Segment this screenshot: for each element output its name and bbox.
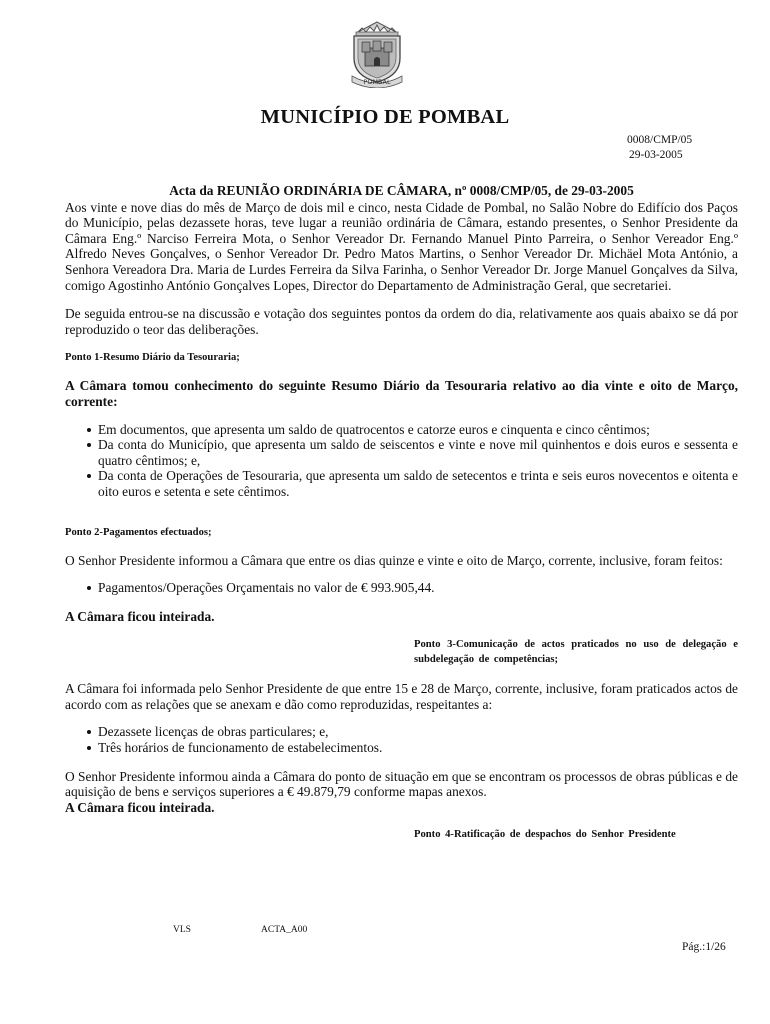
page-number: Pág.:1/26 — [682, 941, 726, 953]
footer-initials: VLS — [173, 925, 191, 935]
ponto-2-conclusion: A Câmara ficou inteirada. — [65, 608, 215, 624]
list-item: Pagamentos/Operações Orçamentais no valor de € 993.905,44. — [98, 580, 738, 596]
ponto-3-statement: A Câmara foi informada pelo Senhor Presidente de que entre 15 e 28 de Março, corrente, inclusive, foram praticados actos de acordo com as relações que se anexam e dão como reproduzidas, respeitantes a: — [65, 681, 738, 712]
crest-text: POMBAL — [363, 78, 391, 86]
footer-doc-code: ACTA_A00 — [261, 925, 308, 935]
ponto-1-heading: Ponto 1-Resumo Diário da Tesouraria; — [65, 352, 240, 364]
reference-date: 29-03-2005 — [629, 149, 683, 161]
list-item: Em documentos, que apresenta um saldo de quatrocentos e catorze euros e cinquenta e cinco cêntimos; — [98, 422, 738, 438]
coat-of-arms-icon — [344, 18, 410, 88]
ponto-1-bullet-list — [65, 422, 738, 500]
intro-paragraph: Aos vinte e nove dias do mês de Março de dois mil e cinco, nesta Cidade de Pombal, no Salão Nobre do Edifício dos Paços do Município, pelas dezassete horas, teve lugar a reunião ordinária de Câmara, estando presentes, o Senhor Presidente da Câmara Eng.º Narciso Ferreira Mota, o Senhor Vereador Dr. Fernando Manuel Pinto Parreira, o Senhor Vereador Eng.º Alfredo Neves Gonçalves, o Senhor Vereador Dr. Pedro Matos Martins, o Senhor Vereador Dr. Michäel Mota António, a Senhora Vereadora Dra. Maria de Lurdes Ferreira da Silva Farinha, o Senhor Vereador Dr. Jorge Manuel Gonçalves da Silva, comigo Agostinho António Gonçalves Lopes, Director do Departamento de Administração Geral, que secretariei. — [65, 199, 738, 293]
ponto-3-bullet-list — [65, 724, 738, 755]
ponto-4-heading: Ponto 4-Ratificação de despachos do Senhor Presidente — [414, 829, 676, 841]
list-item: Dezassete licenças de obras particulares; e, — [98, 724, 738, 740]
ponto-1-statement: A Câmara tomou conhecimento do seguinte Resumo Diário da Tesouraria relativo ao dia vinte e oito de Março, corrente: — [65, 378, 738, 409]
minutes-body — [65, 183, 738, 842]
ponto-2-bullet-list — [65, 580, 738, 596]
ponto-3-conclusion: A Câmara ficou inteirada. — [65, 799, 215, 815]
agenda-intro-paragraph: De seguida entrou-se na discussão e votação dos seguintes pontos da ordem do dia, relativamente aos quais abaixo se dá por reproduzido o teor das deliberações. — [65, 306, 738, 337]
ponto-2-heading: Ponto 2-Pagamentos efectuados; — [65, 526, 212, 538]
ponto-3-extra-paragraph: O Senhor Presidente informou ainda a Câmara do ponto de situação em que se encontram os processos de obras públicas e de aquisição de bens e serviços superiores a € 49.879,79 conforme mapas anexos. — [65, 768, 738, 800]
ponto-2-statement: O Senhor Presidente informou a Câmara que entre os dias quinze e vinte e oito de Março, corrente, inclusive, foram feitos: — [65, 552, 723, 568]
page-title: MUNICÍPIO DE POMBAL — [260, 106, 510, 128]
ponto-3-heading: Ponto 3-Comunicação de actos praticados no uso de delegação e subdelegação de competências; — [414, 639, 738, 666]
document-reference — [627, 133, 692, 163]
list-item: Da conta do Município, que apresenta um saldo de seiscentos e vinte e nove mil quinhentos e dois euros e sessenta e quatro cêntimos; e, — [98, 437, 738, 468]
list-item: Da conta de Operações de Tesouraria, que apresenta um saldo de setecentos e trinta e seis euros novecentos e oitenta e oito euros e setenta e sete cêntimos. — [98, 468, 738, 499]
reference-number: 0008/CMP/05 — [627, 134, 693, 146]
acta-heading: Acta da REUNIÃO ORDINÁRIA DE CÂMARA, nº 0008/CMP/05, de 29-03-2005 — [169, 183, 634, 198]
list-item: Três horários de funcionamento de estabelecimentos. — [98, 740, 738, 756]
